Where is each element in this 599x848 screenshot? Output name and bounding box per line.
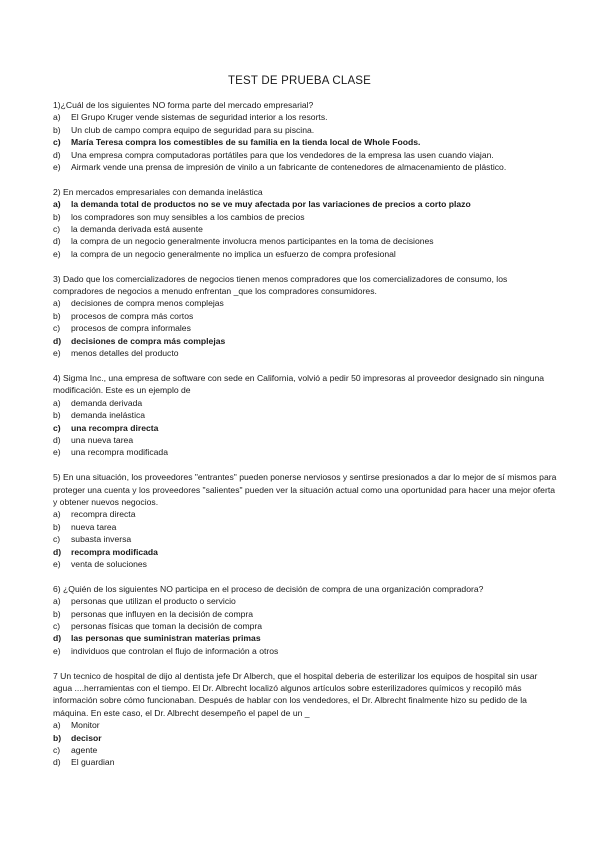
question-stem: 2) En mercados empresariales con demanda inelástica (53, 186, 263, 197)
option-text: recompra modificada (71, 546, 158, 557)
option-text: Monitor (71, 720, 100, 731)
answer-option-correct (53, 335, 558, 347)
answer-option (53, 558, 558, 570)
answer-option (53, 620, 558, 632)
answer-option (53, 397, 558, 409)
option-text: decisiones de compra más complejas (71, 335, 226, 346)
option-letter: b) (53, 310, 61, 321)
answer-option (53, 756, 558, 768)
answer-option (53, 446, 558, 458)
option-letter: e) (53, 645, 61, 656)
option-letter: a) (53, 720, 61, 731)
answer-option-correct (53, 136, 558, 148)
option-text: decisor (71, 732, 102, 743)
option-text: personas físicas que toman la decisión de compra (71, 620, 263, 631)
option-text: una recompra directa (71, 422, 159, 433)
question-stem: 4) Sigma Inc., una empresa de software con sede en California, volvió a pedir 50 impresoras al proveedor designado sin ninguna modificación. Este es un ejemplo de (53, 372, 545, 396)
question-5 (53, 471, 558, 570)
option-text: El guardian (71, 757, 115, 768)
option-text: El Grupo Kruger vende sistemas de seguridad interior a los resorts. (71, 112, 328, 123)
option-text: Un club de campo compra equipo de seguridad para su piscina. (71, 124, 315, 135)
option-text: menos detalles del producto (71, 348, 179, 359)
question-7 (53, 670, 558, 769)
option-letter: b) (53, 521, 61, 532)
option-text: María Teresa compra los comestibles de su familia en la tienda local de Whole Foods. (71, 137, 421, 148)
answer-option-correct (53, 732, 558, 744)
option-letter: a) (53, 199, 61, 210)
option-text: decisiones de compra menos complejas (71, 298, 224, 309)
answer-option-correct (53, 546, 558, 558)
option-letter: c) (53, 620, 61, 631)
option-text: personas que utilizan el producto o servicio (71, 596, 236, 607)
option-letter: a) (53, 397, 61, 408)
answer-option (53, 149, 558, 161)
option-letter: e) (53, 248, 61, 259)
question-4 (53, 372, 558, 459)
option-text: individuos que controlan el flujo de información a otros (71, 645, 279, 656)
option-text: la demanda total de productos no se ve muy afectada por las variaciones de precios a corto plazo (71, 199, 471, 210)
question-list (53, 99, 558, 781)
answer-option-correct (53, 198, 558, 210)
answer-option (53, 719, 558, 731)
answer-option (53, 310, 558, 322)
option-text: agente (71, 745, 98, 756)
option-text: venta de soluciones (71, 558, 147, 569)
option-letter: b) (53, 410, 61, 421)
answer-option (53, 223, 558, 235)
option-text: personas que influyen en la decisión de compra (71, 608, 254, 619)
option-text: una nueva tarea (71, 434, 134, 445)
answer-option (53, 161, 558, 173)
option-letter: d) (53, 434, 61, 445)
answer-option (53, 434, 558, 446)
option-text: la demanda derivada está ausente (71, 224, 203, 235)
answer-option-correct (53, 632, 558, 644)
option-letter: d) (53, 236, 61, 247)
answer-option (53, 508, 558, 520)
answer-option (53, 211, 558, 223)
page-title: TEST DE PRUEBA CLASE (227, 75, 372, 87)
question-stem: 1)¿Cuál de los siguientes NO forma parte del mercado empresarial? (53, 100, 314, 110)
option-letter: a) (53, 596, 61, 607)
question-3 (53, 273, 558, 360)
option-letter: c) (53, 137, 61, 148)
option-letter: d) (53, 757, 61, 768)
answer-option (53, 533, 558, 545)
answer-option (53, 595, 558, 607)
option-letter: c) (53, 422, 61, 433)
option-text: Airmark vende una prensa de impresión de vinilo a un fabricante de contenedores de almacenamiento de plástico. (71, 162, 507, 173)
answer-option (53, 521, 558, 533)
answer-option (53, 297, 558, 309)
option-letter: b) (53, 608, 61, 619)
question-2 (53, 186, 558, 260)
option-text: la compra de un negocio generalmente no implica un esfuerzo de compra profesional (71, 248, 396, 259)
answer-option (53, 608, 558, 620)
option-text: procesos de compra informales (71, 323, 191, 334)
option-text: nueva tarea (71, 521, 117, 532)
option-letter: d) (53, 149, 61, 160)
option-text: demanda inelástica (71, 410, 146, 421)
option-letter: a) (53, 112, 61, 123)
option-letter: b) (53, 732, 62, 743)
answer-option (53, 111, 558, 123)
option-letter: d) (53, 633, 62, 644)
option-text: los compradores son muy sensibles a los cambios de precios (71, 211, 305, 222)
answer-option (53, 645, 558, 657)
option-text: recompra directa (71, 509, 136, 520)
answer-option (53, 235, 558, 247)
option-letter: c) (53, 534, 61, 545)
answer-option (53, 347, 558, 359)
option-letter: b) (53, 124, 61, 135)
question-stem: 5) En una situación, los proveedores "entrantes" pueden ponerse nerviosos y sentirse presionados a dar lo mejor de sí mismos para proteger una cuenta y los proveedores "salientes" pueden ver la situación actual como una oportunidad para hacer una mejor oferta y obtener nuevos negocios. (53, 472, 557, 507)
option-letter: e) (53, 162, 61, 173)
question-6 (53, 583, 558, 657)
option-text: demanda derivada (71, 397, 143, 408)
question-1 (53, 99, 558, 173)
answer-option (53, 409, 558, 421)
answer-option (53, 124, 558, 136)
option-text: procesos de compra más cortos (71, 310, 194, 321)
answer-option (53, 744, 558, 756)
option-letter: d) (53, 546, 62, 557)
option-text: subasta inversa (71, 534, 132, 545)
option-text: Una empresa compra computadoras portátiles para que los vendedores de la empresa las usen cuando viajan. (71, 149, 494, 160)
option-letter: e) (53, 348, 61, 359)
option-text: las personas que suministran materias primas (71, 633, 261, 644)
question-stem: 6) ¿Quién de los siguientes NO participa en el proceso de decisión de compra de una organización compradora? (53, 583, 484, 594)
answer-option-correct (53, 422, 558, 434)
question-stem: 3) Dado que los comercializadores de negocios tienen menos compradores que los comercializadores de consumo, los compradores de negocios a menudo enfrentan _que los compradores consumidores. (53, 273, 508, 297)
option-letter: d) (53, 335, 62, 346)
answer-option (53, 322, 558, 334)
option-letter: e) (53, 558, 61, 569)
option-text: una recompra modificada (71, 447, 168, 458)
question-stem: 7 Un tecnico de hospital de dijo al dentista jefe Dr Alberch, que el hospital deberia de esterilizar los equipos de hospital sin usar agua ....herramientas con el tiempo. El Dr. Albrecht localizó algunos artículos sobre esterilizadores químicos y recopiló más información sobre cómo funcionaban. Después de hablar con los vendedores, el Dr. Albrecht finalmente hizo su pedido de la máquina. En este caso, el Dr. Albrecht desempeño el papel de un _ (53, 670, 538, 718)
option-letter: a) (53, 509, 61, 520)
option-letter: e) (53, 447, 61, 458)
option-letter: c) (53, 323, 61, 334)
answer-option (53, 248, 558, 260)
option-letter: b) (53, 211, 61, 222)
option-letter: c) (53, 224, 61, 235)
option-letter: c) (53, 745, 61, 756)
option-text: la compra de un negocio generalmente involucra menos participantes en la toma de decisiones (71, 236, 434, 247)
option-letter: a) (53, 298, 61, 309)
